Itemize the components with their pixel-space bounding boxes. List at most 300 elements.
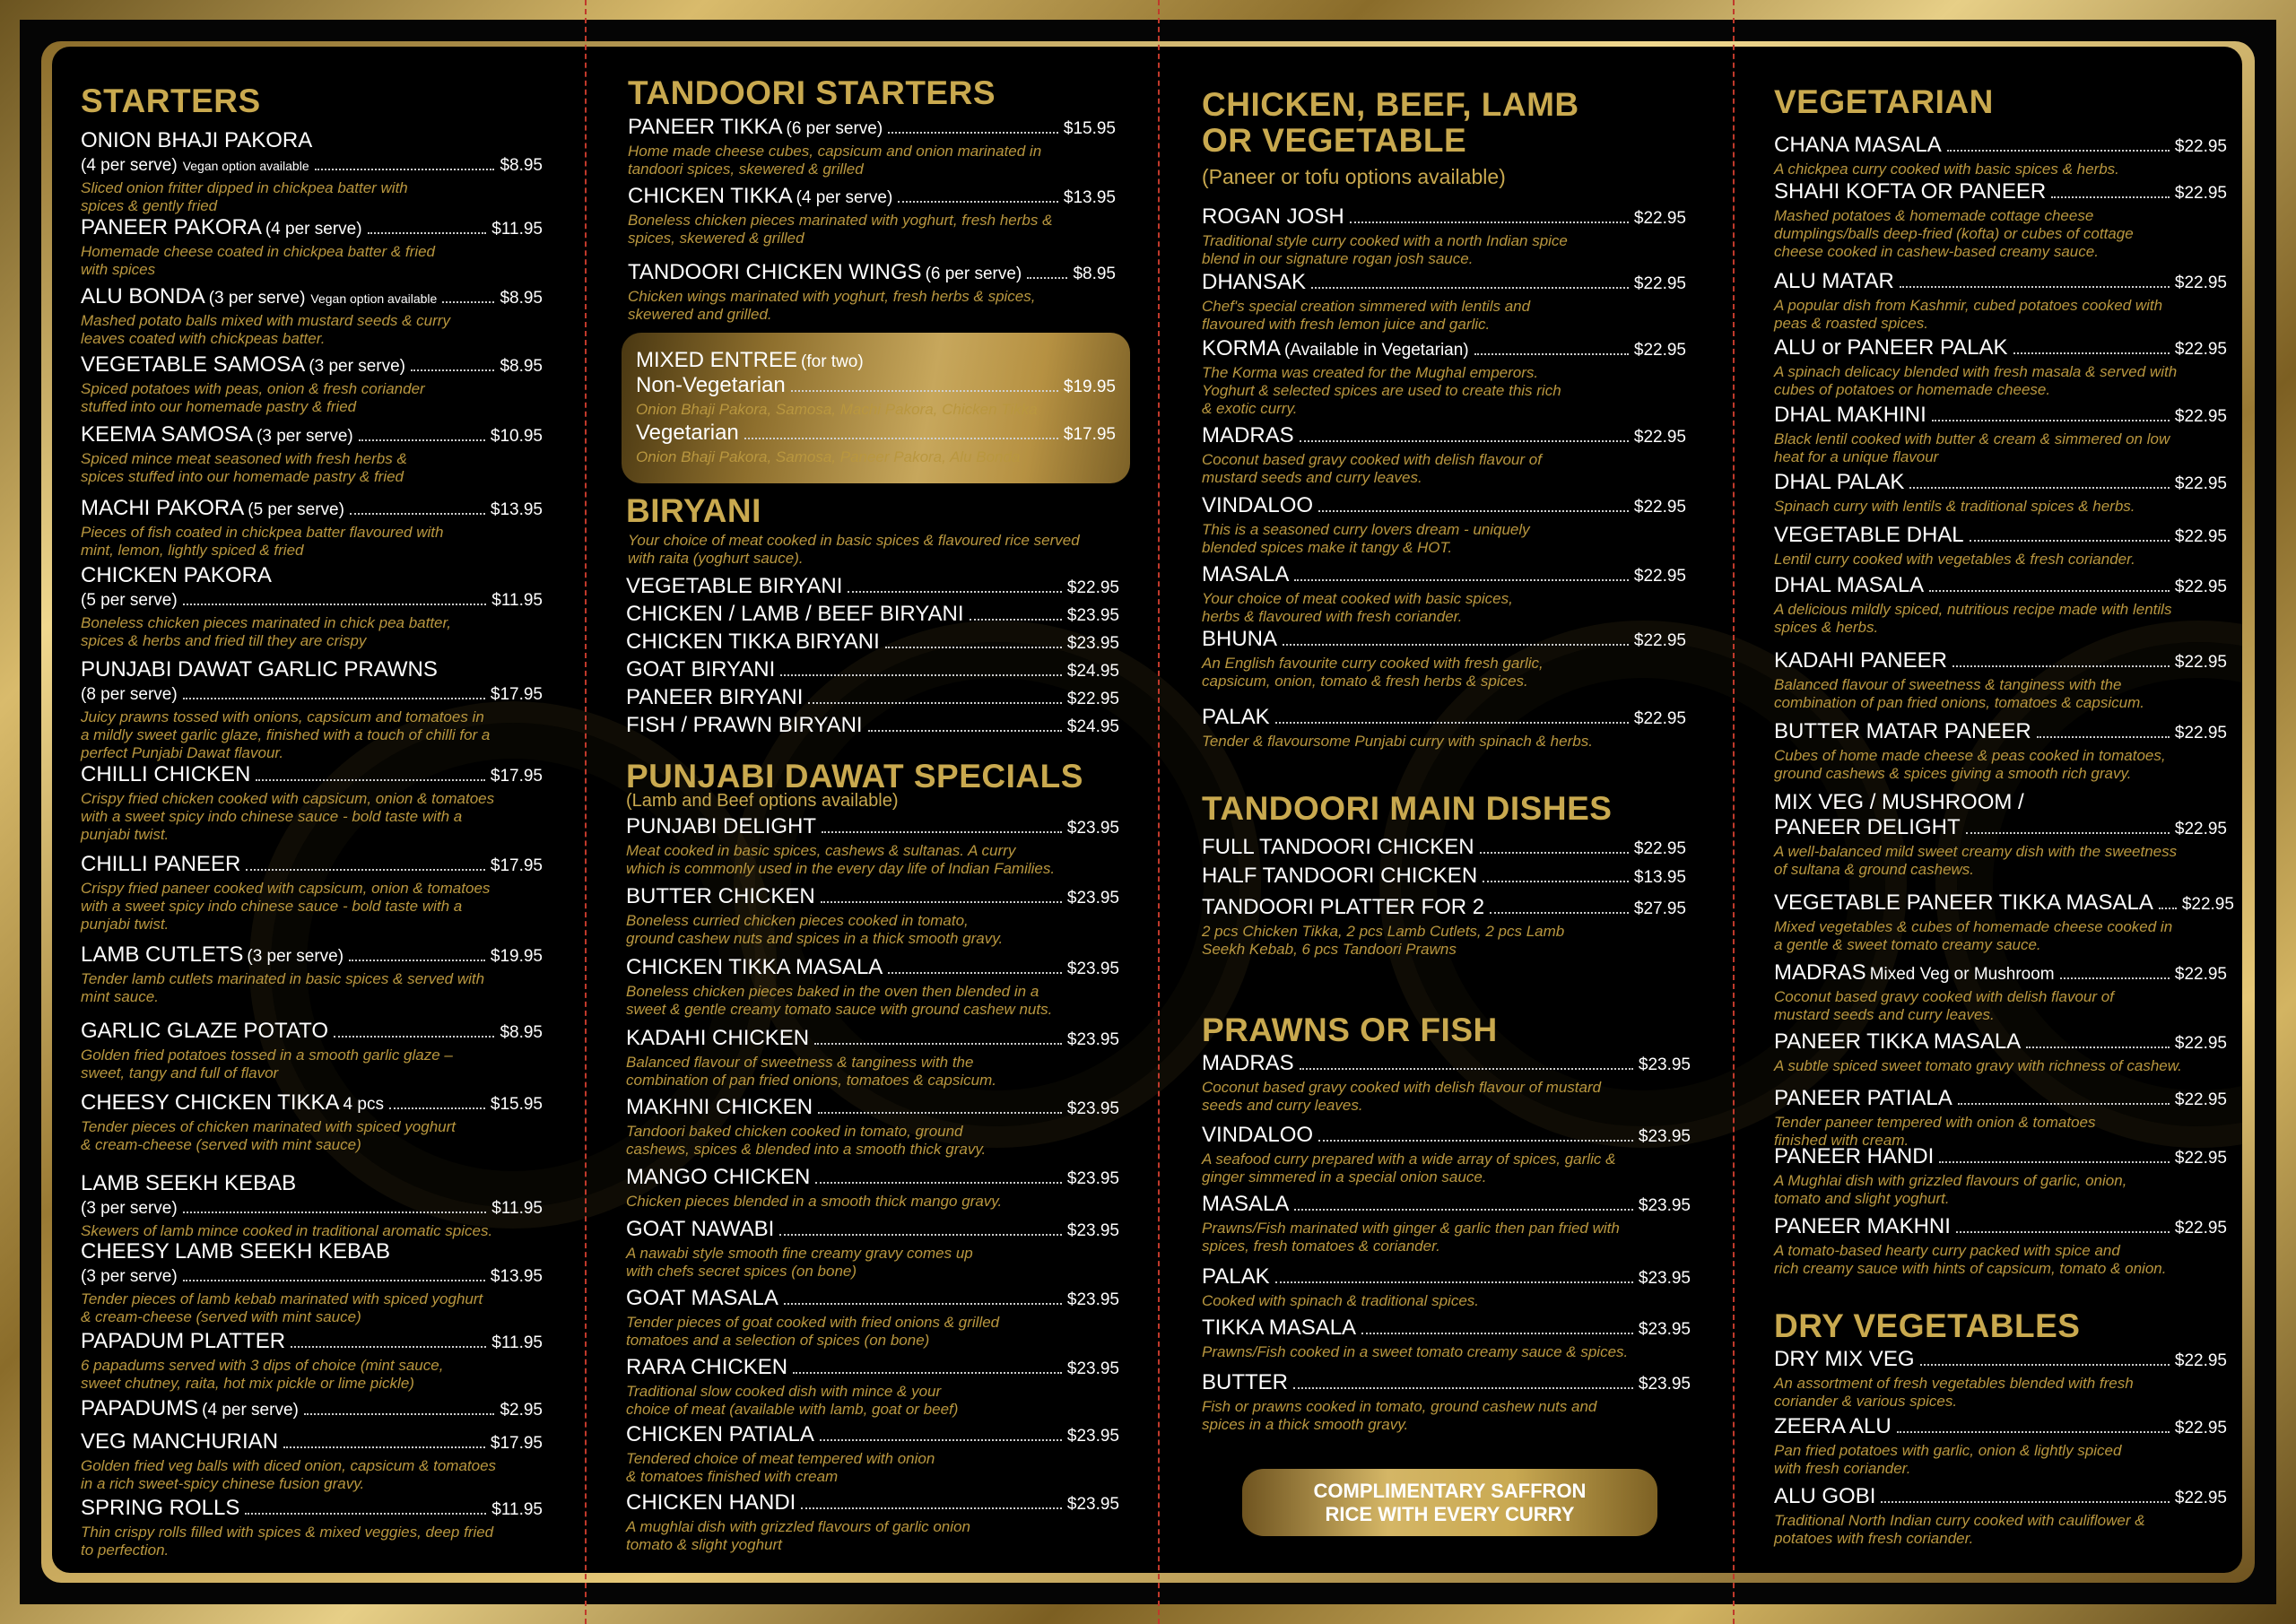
item-price-row — [626, 1165, 1119, 1192]
dot-leader — [183, 698, 485, 699]
fold-line-2 — [1158, 0, 1160, 1624]
menu-item — [1202, 493, 1686, 556]
item-name: TANDOORI CHICKEN WINGS — [628, 260, 922, 284]
dot-leader — [822, 831, 1062, 833]
section-title-curries-line-1: CHICKEN, BEEF, LAMB — [1202, 86, 1579, 123]
item-name: RARA CHICKEN — [626, 1355, 788, 1379]
item-price-row — [81, 1264, 543, 1290]
item-price-row — [81, 352, 543, 379]
item-price: $23.95 — [1066, 1099, 1119, 1118]
menu-item — [626, 884, 1119, 947]
menu-item — [1202, 1051, 1691, 1114]
item-price: $11.95 — [491, 1199, 543, 1218]
item-description: A chickpea curry cooked with basic spices & herbs. — [1774, 161, 2119, 178]
item-description: sweet & gentle creamy tomato sauce with ground cashew nuts. — [626, 1001, 1053, 1018]
item-name: CHICKEN / LAMB / BEEF BIRYANI — [626, 602, 964, 626]
item-serve-size: 4 pcs — [343, 1095, 384, 1114]
dot-leader — [1939, 1161, 2170, 1163]
item-price-row — [1202, 1264, 1691, 1291]
item-price-row — [81, 1019, 543, 1046]
item-description: & cream-cheese (served with mint sauce) — [81, 1308, 361, 1325]
dot-leader — [1275, 722, 1629, 724]
menu-item — [1774, 335, 2227, 398]
menu-item — [626, 657, 1119, 684]
item-price-row — [626, 685, 1119, 712]
dot-leader — [868, 730, 1062, 732]
menu-item — [1202, 1123, 1691, 1185]
item-name: SPRING ROLLS — [81, 1496, 240, 1520]
item-description: Lentil curry cooked with vegetables & fresh coriander. — [1774, 551, 2135, 568]
menu-item — [1202, 1192, 1691, 1255]
dot-leader — [1970, 540, 2170, 542]
menu-item — [1774, 523, 2227, 568]
item-description: to perfection. — [81, 1541, 170, 1559]
item-serve-size: (4 per serve) — [202, 1401, 299, 1420]
item-name: ALU GOBI — [1774, 1484, 1876, 1508]
item-name: TANDOORI PLATTER FOR 2 — [1202, 895, 1485, 919]
dot-leader — [1897, 1431, 2170, 1433]
item-name: VEG MANCHURIAN — [81, 1429, 279, 1454]
dot-leader — [1318, 1140, 1633, 1142]
item-price: $22.95 — [2174, 1219, 2227, 1238]
menu-item — [626, 685, 1119, 712]
dot-leader — [442, 301, 494, 303]
menu-item — [1774, 470, 2227, 515]
item-name: DRY MIX VEG — [1774, 1347, 1915, 1371]
item-description: Pan fried potatoes with garlic, onion & lightly spiced — [1774, 1442, 2122, 1459]
item-description: Traditional style curry cooked with a north Indian spice — [1202, 232, 1568, 249]
item-serve-size: (5 per serve) — [81, 591, 178, 610]
menu-item — [626, 630, 1119, 656]
item-description: Prawns/Fish cooked in a sweet tomato creamy sauce & spices. — [1202, 1343, 1629, 1360]
item-price: $22.95 — [2174, 1149, 2227, 1168]
item-price: $22.95 — [1066, 690, 1119, 708]
item-description: with chefs secret spices (on bone) — [626, 1263, 857, 1280]
item-description: Seekh Kebab, 6 pcs Tandoori Prawns — [1202, 941, 1457, 958]
dot-leader — [291, 1346, 486, 1348]
item-description: Coconut based gravy cooked with delish flavour of — [1202, 451, 1542, 468]
item-description: Tender pieces of goat cooked with fried onions & grilled — [626, 1314, 1000, 1331]
menu-item — [1202, 835, 1686, 862]
item-note: Vegan option available — [310, 291, 438, 306]
item-description: Pieces of fish coated in chickpea batter flavoured with — [81, 524, 444, 541]
menu-item — [1774, 1086, 2227, 1149]
item-name: PANEER PAKORA — [81, 215, 262, 239]
item-serve-size: (4 per serve) — [265, 220, 362, 239]
item-price-row — [1774, 648, 2227, 675]
item-price-row — [81, 215, 543, 242]
item-description: mustard seeds and curry leaves. — [1202, 469, 1422, 486]
item-name: PANEER BIRYANI — [626, 685, 804, 709]
item-price-row — [626, 1095, 1119, 1122]
item-description: punjabi twist. — [81, 826, 170, 843]
item-price: $23.95 — [1638, 1196, 1691, 1215]
menu-item — [81, 563, 543, 649]
item-price-row — [1774, 1347, 2227, 1374]
item-description: Sliced onion fritter dipped in chickpea batter with — [81, 179, 408, 196]
dot-leader — [1293, 1387, 1633, 1389]
item-price: $23.95 — [1066, 819, 1119, 838]
menu-item — [628, 184, 1116, 247]
item-price-row — [1202, 1051, 1691, 1078]
item-description: Juicy prawns tossed with onions, capsicum and tomatoes in — [81, 708, 484, 725]
item-price-row — [81, 1196, 543, 1221]
item-description: tomato & slight yoghurt — [626, 1536, 782, 1553]
item-price-row — [81, 422, 543, 449]
item-name: KEEMA SAMOSA — [81, 422, 254, 447]
item-name: GOAT MASALA — [626, 1286, 778, 1310]
item-description: perfect Punjabi Dawat flavour. — [81, 744, 284, 761]
item-name: CHILLI PANEER — [81, 852, 241, 876]
item-description: combination of pan fried onions, tomatoes & capsicum. — [1774, 694, 2144, 711]
item-description: leaves coated with chickpeas batter. — [81, 330, 326, 347]
item-description: spices stuffed into our homemade pastry & fried — [81, 468, 404, 485]
item-name: MADRAS — [1202, 423, 1294, 447]
item-price-row — [1202, 1123, 1691, 1150]
menu-item — [81, 762, 543, 843]
item-serve-size: (6 per serve) — [786, 119, 883, 138]
menu-item — [626, 713, 1119, 740]
item-description: An English favourite curry cooked with fresh garlic, — [1202, 655, 1544, 672]
item-price-row — [1202, 705, 1686, 732]
item-price-row — [626, 884, 1119, 911]
item-description: mint sauce. — [81, 988, 159, 1005]
item-price-row — [1774, 1086, 2227, 1113]
item-price-row — [1774, 133, 2227, 160]
item-description: A well-balanced mild sweet creamy dish with the sweetness — [1774, 843, 2178, 860]
dot-leader — [814, 1043, 1062, 1045]
item-description: Tender & flavoursome Punjabi curry with spinach & herbs. — [1202, 733, 1593, 750]
dot-leader — [1900, 286, 2170, 288]
item-description: Spinach curry with lentils & traditional spices & herbs. — [1774, 498, 2135, 515]
dot-leader — [1920, 1364, 2170, 1366]
item-description: The Korma was created for the Mughal emperors. — [1202, 364, 1539, 381]
item-price: $2.95 — [500, 1401, 543, 1420]
item-name: MIX VEG / MUSHROOM / — [1774, 790, 2024, 814]
menu-item — [81, 496, 543, 559]
section-title-tandoori-main-dishes: TANDOORI MAIN DISHES — [1202, 790, 1613, 827]
item-name: ALU BONDA — [81, 284, 205, 308]
item-description: mustard seeds and curry leaves. — [1774, 1006, 1995, 1023]
item-name: PANEER TIKKA MASALA — [1774, 1029, 2022, 1054]
item-price: $22.95 — [2174, 965, 2227, 984]
item-price: $22.95 — [2174, 578, 2227, 596]
item-description: A tomato-based hearty curry packed with spice and — [1774, 1242, 2120, 1259]
item-name: PUNJABI DAWAT GARLIC PRAWNS — [81, 657, 438, 682]
menu-item — [81, 215, 543, 278]
item-description: & tomatoes finished with cream — [626, 1468, 839, 1485]
item-price: $22.95 — [2174, 1090, 2227, 1109]
item-price: $15.95 — [1063, 119, 1116, 138]
item-price: $22.95 — [2174, 1351, 2227, 1370]
item-name: KADAHI PANEER — [1774, 648, 1947, 673]
item-description: Mashed potatoes & homemade cottage cheese — [1774, 207, 2094, 224]
item-description: Tender lamb cutlets marinated in basic spices & served with — [81, 970, 485, 987]
item-price: $22.95 — [2174, 340, 2227, 359]
menu-item — [1202, 423, 1686, 486]
menu-item — [1774, 269, 2227, 332]
item-name: CHILLI CHICKEN — [81, 762, 251, 786]
item-name: PANEER TIKKA — [628, 115, 783, 139]
menu-item — [1774, 403, 2227, 465]
menu-item — [626, 1286, 1119, 1349]
menu-item — [626, 1490, 1119, 1553]
item-description: & cream-cheese (served with mint sauce) — [81, 1136, 361, 1153]
item-description: which is commonly used in the every day life of Indian Families. — [626, 860, 1056, 877]
item-price: $23.95 — [1066, 1221, 1119, 1240]
item-description: A spinach delicacy blended with fresh masala & served with — [1774, 363, 2178, 380]
item-description: & exotic curry. — [1202, 400, 1298, 417]
item-description: punjabi twist. — [81, 916, 170, 933]
item-name: VEGETABLE DHAL — [1774, 523, 1964, 547]
item-name-row — [81, 563, 543, 588]
item-description: Spiced mince meat seasoned with fresh herbs & — [81, 450, 407, 467]
item-name: DHAL PALAK — [1774, 470, 1905, 494]
dot-leader — [744, 438, 1058, 439]
item-description: a gentle & sweet tomato creamy sauce. — [1774, 936, 2041, 953]
item-price-row — [81, 1429, 543, 1456]
item-price-row — [81, 942, 543, 969]
item-name: LAMB SEEKH KEBAB — [81, 1171, 297, 1195]
item-name: TIKKA MASALA — [1202, 1316, 1357, 1340]
item-name-row — [81, 128, 543, 153]
menu-item — [1202, 1264, 1691, 1309]
item-price-row — [626, 657, 1119, 684]
item-price: $22.95 — [1633, 567, 1686, 586]
item-price: $23.95 — [1066, 1030, 1119, 1049]
dot-leader — [780, 674, 1062, 676]
item-price-row — [1202, 493, 1686, 520]
dot-leader — [1929, 590, 2170, 592]
item-name: HALF TANDOORI CHICKEN — [1202, 864, 1478, 888]
item-name: FISH / PRAWN BIRYANI — [626, 713, 863, 737]
item-price-row — [626, 574, 1119, 601]
item-name: CHANA MASALA — [1774, 133, 1942, 157]
section-title-tandoori-starters: TANDOORI STARTERS — [628, 74, 996, 111]
dot-leader — [848, 591, 1061, 593]
item-price: $24.95 — [1066, 717, 1119, 736]
item-description: spices & gently fried — [81, 197, 218, 214]
item-price-row — [1774, 719, 2227, 746]
item-name: PANEER MAKHNI — [1774, 1214, 1951, 1238]
item-price-row — [81, 682, 543, 708]
item-price-row — [1774, 269, 2227, 296]
dot-leader — [1350, 221, 1629, 223]
menu-item — [1774, 890, 2234, 953]
item-price: $11.95 — [491, 1333, 543, 1352]
item-description: Coconut based gravy cooked with delish flavour of mustard — [1202, 1079, 1602, 1096]
item-price: $17.95 — [490, 767, 543, 786]
item-description: Homemade cheese coated in chickpea batter & fried — [81, 243, 436, 260]
item-description: This is a seasoned curry lovers dream - uniquely — [1202, 521, 1530, 538]
item-serve-size: Mixed Veg or Mushroom — [1869, 965, 2055, 984]
item-price: $22.95 — [1633, 209, 1686, 228]
menu-item — [81, 284, 543, 347]
item-price: $22.95 — [1633, 709, 1686, 728]
item-description: Chicken wings marinated with yoghurt, fresh herbs & spices, — [628, 288, 1036, 305]
item-description: Tender pieces of lamb kebab marinated with spiced yoghurt — [81, 1290, 483, 1307]
item-price: $22.95 — [2174, 407, 2227, 426]
item-price: $17.95 — [490, 856, 543, 875]
entree-name: MIXED ENTREE — [636, 348, 798, 372]
dot-leader — [1480, 852, 1629, 854]
dot-leader — [898, 201, 1058, 203]
item-description: Traditional slow cooked dish with mince & your — [626, 1383, 942, 1400]
dot-leader — [1318, 510, 1629, 512]
section-title-biryani: BIRYANI — [626, 492, 761, 529]
menu-item — [1202, 1370, 1691, 1433]
item-description: with a sweet spicy indo chinese sauce - bold taste with a — [81, 898, 463, 915]
menu-item — [626, 1095, 1119, 1158]
item-name: KADAHI CHICKEN — [626, 1026, 810, 1050]
dot-leader — [359, 439, 485, 441]
item-description: stuffed into our homemade pastry & fried — [81, 398, 357, 415]
item-description: rich creamy sauce with hints of capsicum, tomato & onion. — [1774, 1260, 2167, 1277]
item-price: $23.95 — [1066, 1427, 1119, 1446]
item-price-row — [81, 1496, 543, 1523]
dot-leader — [183, 1280, 485, 1281]
item-description: Yoghurt & selected spices are used to create this rich — [1202, 382, 1561, 399]
item-price: $23.95 — [1638, 1320, 1691, 1339]
menu-item — [628, 115, 1116, 178]
menu-item — [81, 657, 543, 761]
section-title-curries-line-2: OR VEGETABLE — [1202, 122, 1467, 159]
item-price: $8.95 — [500, 156, 543, 175]
item-name: VINDALOO — [1202, 493, 1314, 517]
item-serve-size: (3 per serve) — [257, 427, 353, 446]
item-description: Mixed vegetables & cubes of homemade cheese cooked in — [1774, 918, 2173, 935]
item-price: $11.95 — [491, 1500, 543, 1519]
item-serve-size: (3 per serve) — [247, 947, 344, 966]
item-price-row — [1202, 204, 1686, 231]
item-description: Balanced flavour of sweetness & tanginess with the — [1774, 676, 2122, 693]
item-price-row — [81, 284, 543, 311]
dot-leader — [820, 1439, 1062, 1441]
item-description: sweet, tangy and full of flavor — [81, 1064, 279, 1081]
item-description: Mashed potato balls mixed with mustard seeds & curry — [81, 312, 450, 329]
item-price: $22.95 — [1633, 631, 1686, 650]
item-price-row — [1774, 1029, 2227, 1056]
item-name-row — [81, 1239, 543, 1264]
item-description: ground cashews & spices giving a smooth rich gravy. — [1774, 765, 2132, 782]
item-description: Black lentil cooked with butter & cream & simmered on low — [1774, 430, 2170, 447]
item-price-row — [1774, 573, 2227, 600]
dot-leader — [1952, 665, 2170, 667]
item-price-row — [81, 852, 543, 879]
item-name: MACHI PAKORA — [81, 496, 245, 520]
item-price-row — [1774, 335, 2227, 362]
dot-leader — [808, 702, 1061, 704]
item-description: Balanced flavour of sweetness & tanginess with the — [626, 1054, 974, 1071]
item-description: cheese cooked in cashew-based creamy sauce. — [1774, 243, 2099, 260]
item-name: MADRAS — [1202, 1051, 1294, 1075]
item-description: with a sweet spicy indo chinese sauce - bold taste with a — [81, 808, 463, 825]
item-note: Vegan option available — [182, 159, 309, 173]
item-price-row — [626, 713, 1119, 740]
menu-item — [626, 1165, 1119, 1210]
item-price: $13.95 — [1063, 188, 1116, 207]
item-description: A subtle spiced sweet tomato gravy with richness of cashew. — [1774, 1057, 2182, 1074]
item-description: combination of pan fried onions, tomatoes & capsicum. — [626, 1072, 996, 1089]
menu-item — [1774, 1144, 2227, 1207]
item-serve-size: (4 per serve) — [81, 156, 178, 175]
item-description: 6 papadums served with 3 dips of choice (mint sauce, — [81, 1357, 444, 1374]
item-name-line-2: PANEER DELIGHT — [1774, 815, 1961, 839]
menu-item — [81, 1090, 543, 1153]
item-price-row — [626, 1026, 1119, 1053]
item-description: Cooked with spinach & traditional spices. — [1202, 1292, 1479, 1309]
item-price-row — [81, 762, 543, 789]
item-price-row — [1202, 336, 1686, 363]
item-name: PAPADUM PLATTER — [81, 1329, 286, 1353]
item-price-row — [81, 588, 543, 613]
item-price: $8.95 — [500, 1023, 543, 1042]
item-price: $22.95 — [2174, 474, 2227, 493]
item-name-row — [81, 1171, 543, 1196]
item-description: ground cashew nuts and spices in a thick smooth gravy. — [626, 930, 1004, 947]
menu-item — [81, 1496, 543, 1559]
item-price-row — [1774, 960, 2227, 987]
item-name: PANEER HANDI — [1774, 1144, 1935, 1168]
item-price-row — [1774, 1484, 2227, 1511]
item-description: Golden fried potatoes tossed in a smooth garlic glaze – — [81, 1046, 453, 1064]
item-price: $24.95 — [1066, 662, 1119, 681]
menu-item — [626, 814, 1119, 877]
item-price: $23.95 — [1638, 1269, 1691, 1288]
item-serve-size: (5 per serve) — [248, 500, 344, 519]
item-description: coriander & various spices. — [1774, 1393, 1958, 1410]
dot-leader — [793, 1372, 1062, 1374]
entree-price-row — [636, 373, 1116, 400]
item-price: $8.95 — [500, 289, 543, 308]
item-price: $11.95 — [491, 591, 543, 610]
dot-leader — [1490, 912, 1629, 914]
item-serve-size: (4 per serve) — [796, 188, 893, 207]
menu-item — [1774, 1347, 2227, 1410]
item-name-row — [81, 657, 543, 682]
item-price: $13.95 — [490, 1267, 543, 1286]
section-title-starters: STARTERS — [81, 83, 261, 119]
item-name: ONION BHAJI PAKORA — [81, 128, 313, 152]
item-description: Boneless chicken pieces baked in the oven then blended in a — [626, 983, 1039, 1000]
item-price-row — [626, 955, 1119, 982]
item-name: PALAK — [1202, 1264, 1270, 1289]
item-description: choice of meat (available with lamb, goat or beef) — [626, 1401, 959, 1418]
item-price-row — [626, 814, 1119, 841]
item-description: Boneless chicken pieces marinated in chick pea batter, — [81, 614, 451, 631]
section-title-prawns-or-fish: PRAWNS OR FISH — [1202, 1012, 1498, 1048]
specials-options-note: (Lamb and Beef options available) — [626, 791, 899, 811]
item-description: ginger simmered in a special onion sauce. — [1202, 1168, 1487, 1185]
item-price-row — [1202, 895, 1686, 922]
menu-item — [1774, 648, 2227, 711]
item-price-row — [1202, 270, 1686, 297]
dot-leader — [1294, 1209, 1633, 1211]
item-name: BUTTER MATAR PANEER — [1774, 719, 2031, 743]
menu-item — [626, 1217, 1119, 1280]
item-price: $22.95 — [1633, 341, 1686, 360]
dot-leader — [1881, 1501, 2170, 1503]
entree-option-description: Onion Bhaji Pakora, Samosa, Paneer Pakora, Alu Bonda — [636, 448, 1021, 465]
complimentary-line-2: RICE WITH EVERY CURRY — [1325, 1502, 1575, 1525]
item-serve-size: (3 per serve) — [81, 1199, 178, 1218]
item-description: cashews, spices & blended into a smooth thick gravy. — [626, 1141, 987, 1158]
item-price-row — [1202, 1192, 1691, 1219]
menu-item — [628, 260, 1116, 323]
item-name: CHICKEN PATIALA — [626, 1422, 814, 1446]
menu-item — [81, 1019, 543, 1081]
item-description: spices, fresh tomatoes & coriander. — [1202, 1238, 1440, 1255]
